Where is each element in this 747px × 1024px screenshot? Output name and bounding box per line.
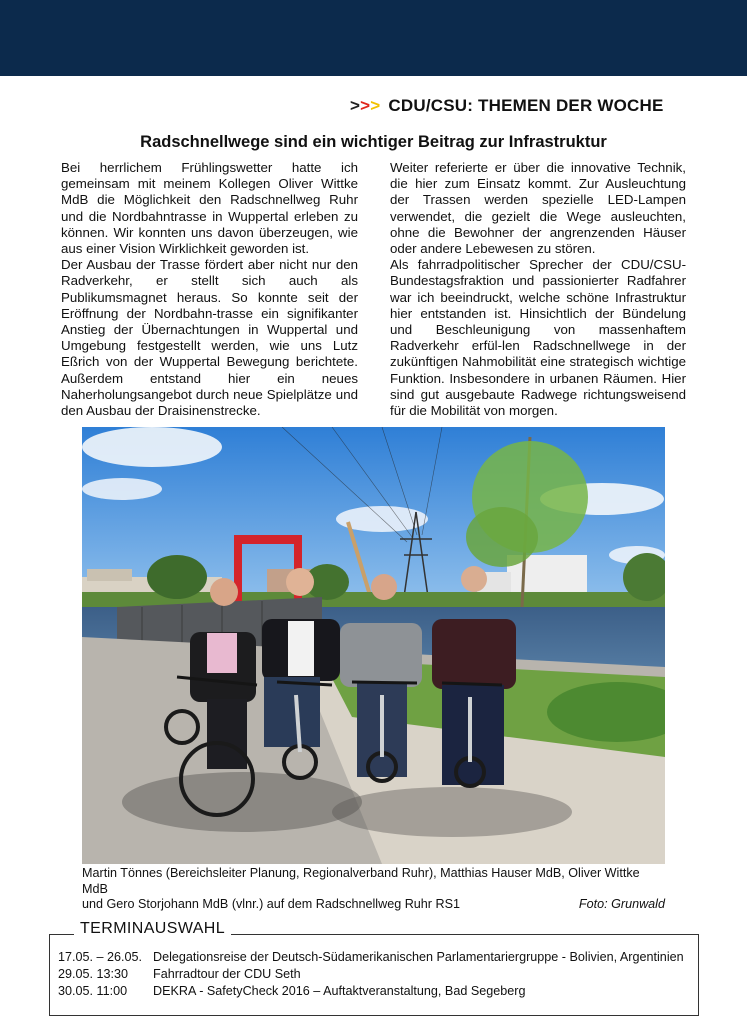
termin-text: Fahrradtour der CDU Seth [153, 967, 301, 981]
list-item [58, 983, 684, 1000]
arrows-icon: >>> [350, 96, 381, 115]
section-title: CDU/CSU: THEMEN DER WOCHE [388, 96, 664, 115]
list-item [58, 949, 684, 966]
termin-text: Delegationsreise der Deutsch-Südamerikanischen Parlamentariergruppe - Bolivien, Argentinien [153, 950, 684, 964]
top-banner [0, 0, 747, 76]
section-heading [350, 96, 664, 116]
termine-title: TERMINAUSWAHL [74, 920, 231, 938]
paragraph: Weiter referierte er über die innovative Technik, die hier zum Einsatz kommt. Zur Ausleuchtung der Trassen werden spezielle LED-Lampen verwendet, die gezielt die Wege ausleuchten, ohne die Bewohner der angrenzenden Häuser oder andere Lebewesen zu stören. [390, 160, 686, 257]
list-item [58, 966, 684, 983]
caption-line: Martin Tönnes (Bereichsleiter Planung, Regionalverband Ruhr), Matthias Hauser MdB, Oliver Wittke MdB [82, 866, 640, 896]
paragraph: Bei herrlichem Frühlingswetter hatte ich gemeinsam mit meinem Kollegen Oliver Wittke MdB die Möglichkeit den Radschnellweg Ruhr und die Nordbahntrasse in Wuppertal erleben zu können. Wir konnten uns davon überzeugen, wie aus einer Vision Wirklichkeit geworden ist. [61, 160, 358, 257]
article-column-right [390, 160, 686, 419]
termin-date: 17.05. – 26.05. [58, 950, 143, 964]
article-column-left [61, 160, 358, 419]
paragraph: Als fahrradpolitischer Sprecher der CDU/CSU-Bundestagsfraktion und passionierter Radfahrer war ich beeindruckt, welche schöne Infrastruktur hier entstanden ist. Hinsichtlich der Bündelung und Beschleunigung von massenhaftem Radverkehr erfül-len Radschnellwege in der zukünftigen Nahmobilität eine strategisch wichtige Funktion. Insbesondere in urbanen Räumen. Hier sind gut ausgebaute Radwege richtungsweisend für die Mobilität von morgen. [390, 257, 686, 419]
article-headline: Radschnellwege sind ein wichtiger Beitrag zur Infrastruktur [140, 133, 607, 151]
photo-caption [82, 866, 665, 913]
termine-list [58, 949, 684, 1000]
caption-line: und Gero Storjohann MdB (vlnr.) auf dem Radschnellweg Ruhr RS1 [82, 897, 461, 911]
termin-date: 30.05. 11:00 [58, 984, 128, 998]
photo-credit: Foto: Grunwald [578, 897, 665, 911]
termin-date: 29.05. 13:30 [58, 967, 129, 981]
paragraph: Der Ausbau der Trasse fördert aber nicht nur den Radverkehr, er stellt sich auch als Publikumsmagnet heraus. So konnte seit der Eröffnung der Nordbahn-trasse ein signifikanter Anstieg der Übernachtungen in Wuppertal und Umgebung festgestellt werden, wie uns Lutz Eßrich von der Wuppertal Bewegung berichtete. Außerdem entstand hier ein neues Naherholungsangebot durch neue Spielplätze und den Ausbau der Draisinenstrecke. [61, 257, 358, 419]
article-photo [82, 427, 665, 864]
termin-text: DEKRA - SafetyCheck 2016 – Auftaktveranstaltung, Bad Segeberg [153, 984, 526, 998]
